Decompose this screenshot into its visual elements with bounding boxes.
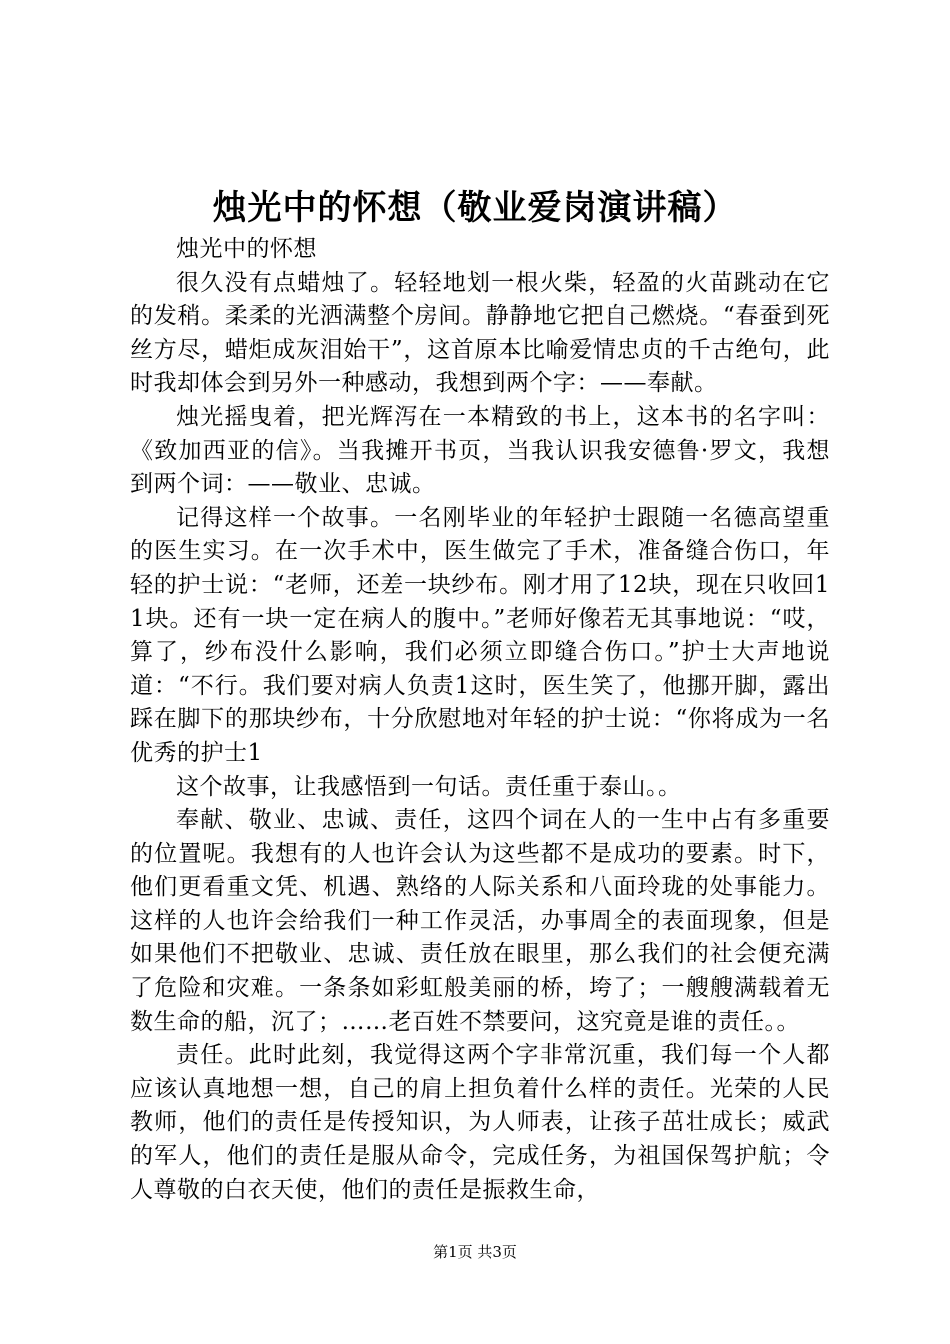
- paragraph: 责任。此时此刻，我觉得这两个字非常沉重，我们每一个人都应该认真地想一想，自己的肩上担负着什么样的责任。光荣的人民教师，他们的责任是传授知识，为人师表，让孩子茁壮成长；威武的军人，他们的责任是服从命令，完成任务，为祖国保驾护航；令人尊敬的白衣天使，他们的责任是振救生命，: [130, 1042, 830, 1203]
- paragraph: 奉献、敬业、忠诚、责任，这四个词在人的一生中占有多重要的位置呢。我想有的人也许会认为这些都不是成功的要素。时下，他们更看重文凭、机遇、熟络的人际关系和八面玲珑的处事能力。这样的人也许会给我们一种工作灵活，办事周全的表面现象，但是如果他们不把敬业、忠诚、责任放在眼里，那么我们的社会便充满了危险和灾难。一条条如彩虹般美丽的桥，垮了；一艘艘满载着无数生命的船，沉了；……老百姓不禁要问，这究竟是谁的责任。。: [130, 807, 830, 1035]
- paragraph: 记得这样一个故事。一名刚毕业的年轻护士跟随一名德高望重的医生实习。在一次手术中，医生做完了手术，准备缝合伤口，年轻的护士说：“老师，还差一块纱布。刚才用了12块，现在只收回11块。还有一块一定在病人的腹中。”老师好像若无其事地说：“哎，算了，纱布没什么影响，我们必须立即缝合伤口。”护士大声地说道：“不行。我们要对病人负责1这时，医生笑了，他挪开脚，露出踩在脚下的那块纱布，十分欣慰地对年轻的护士说：“你将成为一名优秀的护士1: [130, 504, 830, 766]
- document-title: 烛光中的怀想（敬业爱岗演讲稿）: [212, 188, 738, 228]
- paragraph: 很久没有点蜡烛了。轻轻地划一根火柴，轻盈的火苗跳动在它的发稍。柔柔的光洒满整个房间。静静地它把自己燃烧。“春蚕到死丝方尽，蜡炬成灰泪始干”，这首原本比喻爱情忠贞的千古绝句，此时我却体会到另外一种感动，我想到两个字：——奉献。: [130, 269, 830, 397]
- paragraph: 烛光摇曳着，把光辉泻在一本精致的书上，这本书的名字叫：《致加西亚的信》。当我摊开书页，当我认识我安德鲁·罗文，我想到两个词：——敬业、忠诚。: [130, 403, 830, 498]
- paragraph-subtitle: 烛光中的怀想: [176, 236, 317, 262]
- page-number-footer: 第1页 共3页: [433, 1243, 517, 1261]
- document-body: [130, 233, 830, 1207]
- paragraph: 这个故事，让我感悟到一句话。责任重于泰山。。: [176, 773, 682, 800]
